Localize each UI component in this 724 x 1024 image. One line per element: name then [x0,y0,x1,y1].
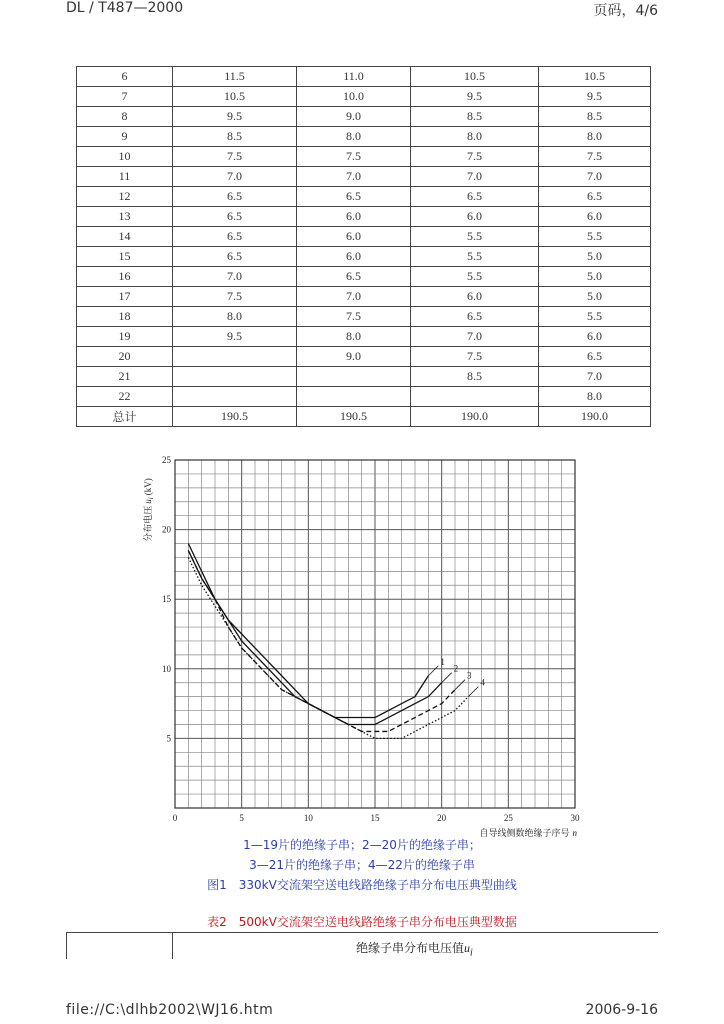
table-row [77,127,651,147]
voltage-cell: 8.0 [297,127,411,147]
voltage-cell: 7.0 [411,167,539,187]
voltage-cell: 11.0 [297,67,411,87]
table2-header-text [356,939,473,958]
voltage-cell: 9.0 [297,347,411,367]
header-doc-id: DL / T487—2000 [66,0,184,16]
table-row [77,327,651,347]
voltage-cell: 8.0 [411,127,539,147]
table-row [77,147,651,167]
voltage-cell: 7.0 [173,267,297,287]
voltage-cell [297,367,411,387]
voltage-cell: 8.0 [297,327,411,347]
series-line-2 [188,550,441,724]
x-tick-label: 30 [570,813,580,823]
voltage-cell: 7.5 [539,147,651,167]
header-page-number: 页码，4/6 [593,3,658,19]
voltage-cell [297,387,411,407]
voltage-cell: 7.5 [297,147,411,167]
voltage-cell: 6.0 [297,247,411,267]
footer-file-path: file://C:\dlhb2002\WJ16.htm [66,1002,274,1018]
voltage-cell: 10.0 [297,87,411,107]
row-index-cell: 13 [77,207,173,227]
row-index-cell: 9 [77,127,173,147]
x-tick-label: 25 [503,813,513,823]
y-tick-label: 5 [166,733,171,744]
curve-label: 2 [453,663,459,674]
voltage-cell: 7.5 [173,147,297,167]
curve-leader-line [442,673,452,683]
y-tick-label: 25 [162,455,171,465]
voltage-cell: 9.5 [539,87,651,107]
y-tick-label: 20 [162,524,171,535]
row-index-cell: 11 [77,167,173,187]
row-index-cell: 10 [77,147,173,167]
voltage-cell: 7.0 [539,167,651,187]
voltage-cell: 9.5 [173,327,297,347]
voltage-cell: 5.0 [539,267,651,287]
voltage-cell [411,387,539,407]
voltage-cell: 9.0 [297,107,411,127]
voltage-cell: 5.5 [539,227,651,247]
voltage-cell: 6.5 [173,187,297,207]
table2-header-sub: i [470,947,473,959]
voltage-cell: 7.0 [297,287,411,307]
x-tick-label: 10 [303,813,313,823]
row-index-cell: 21 [77,367,173,387]
table2-caption: 表2 500kV交流架空送电线路绝缘子串分布电压典型数据 [207,915,517,929]
x-tick-label: 0 [172,813,178,823]
voltage-cell: 190.0 [411,407,539,427]
table-row [77,267,651,287]
voltage-cell: 6.5 [173,227,297,247]
x-tick-label: 5 [239,813,244,823]
voltage-cell: 5.5 [411,247,539,267]
voltage-cell [173,347,297,367]
voltage-cell: 6.5 [297,267,411,287]
table-row [77,167,651,187]
voltage-cell: 6.0 [411,287,539,307]
table2-header [66,932,658,959]
voltage-cell: 7.5 [297,307,411,327]
voltage-cell: 6.5 [539,187,651,207]
table-row [77,207,651,227]
row-index-cell: 22 [77,387,173,407]
voltage-cell: 7.0 [411,327,539,347]
voltage-cell: 7.5 [411,147,539,167]
voltage-cell: 7.0 [539,367,651,387]
voltage-cell: 6.0 [539,207,651,227]
voltage-cell: 5.0 [539,287,651,307]
voltage-cell: 6.0 [297,227,411,247]
table-row [77,387,651,407]
voltage-cell [173,387,297,407]
x-axis-label: 自导线侧数绝缘子序号 n [479,828,577,838]
voltage-cell: 8.5 [173,127,297,147]
voltage-cell: 190.5 [297,407,411,427]
row-index-cell: 6 [77,67,173,87]
row-index-cell: 17 [77,287,173,307]
voltage-cell: 6.0 [297,207,411,227]
row-index-cell: 20 [77,347,173,367]
y-tick-label: 10 [162,663,171,674]
voltage-cell: 6.0 [539,327,651,347]
voltage-cell: 8.5 [411,367,539,387]
figure-legend-line2: 3—21片的绝缘子串；4—22片的绝缘子串 [249,858,475,872]
footer-date: 2006-9-16 [585,1002,658,1018]
row-index-cell: 18 [77,307,173,327]
voltage-cell: 9.5 [411,87,539,107]
table-row [77,227,651,247]
voltage-cell: 7.5 [411,347,539,367]
table-row [77,247,651,267]
voltage-cell: 7.0 [173,167,297,187]
voltage-cell: 8.5 [411,107,539,127]
voltage-cell: 6.5 [173,247,297,267]
voltage-cell: 7.0 [297,167,411,187]
x-tick-label: 15 [370,813,380,823]
table-row [77,87,651,107]
curve-label: 3 [467,670,472,681]
voltage-cell: 5.5 [411,227,539,247]
table2-divider [66,933,67,959]
y-tick-label: 15 [162,594,171,605]
y-axis-label: 分布电压$u_i(kV)$ [143,478,155,542]
voltage-cell: 6.0 [411,207,539,227]
table-row [77,67,651,87]
row-index-cell: 14 [77,227,173,247]
voltage-cell: 7.5 [173,287,297,307]
row-index-cell: 总计 [77,407,173,427]
voltage-cell: 8.0 [539,127,651,147]
table-row [77,407,651,427]
figure-legend-line1: 1—19片的绝缘子串；2—20片的绝缘子串； [243,838,481,852]
table2-header-var: u [464,941,471,955]
table-row [77,107,651,127]
row-index-cell: 15 [77,247,173,267]
curve-leader-line [455,680,465,690]
voltage-cell: 9.5 [173,107,297,127]
curve-leader-line [468,687,478,697]
voltage-cell: 5.5 [411,267,539,287]
voltage-cell: 190.5 [173,407,297,427]
curve-leader-line [428,666,438,676]
voltage-cell: 5.5 [539,307,651,327]
row-index-cell: 8 [77,107,173,127]
voltage-cell: 10.5 [411,67,539,87]
table2-divider [172,933,173,959]
voltage-cell: 8.0 [173,307,297,327]
voltage-cell: 10.5 [539,67,651,87]
voltage-cell [173,367,297,387]
row-index-cell: 7 [77,87,173,107]
voltage-cell: 6.5 [411,187,539,207]
table-row [77,367,651,387]
figure-caption: 图1 330kV交流架空送电线路绝缘子串分布电压典型曲线 [207,878,517,892]
row-index-cell: 12 [77,187,173,207]
voltage-cell: 6.5 [411,307,539,327]
voltage-cell: 6.5 [173,207,297,227]
voltage-cell: 6.5 [539,347,651,367]
table2-header-label: 绝缘子串分布电压值 [356,941,465,955]
table-row [77,347,651,367]
voltage-cell: 11.5 [173,67,297,87]
curve-label: 4 [480,677,485,688]
table-row [77,187,651,207]
voltage-cell: 8.0 [539,387,651,407]
table-row [77,307,651,327]
voltage-cell: 10.5 [173,87,297,107]
row-index-cell: 16 [77,267,173,287]
row-index-cell: 19 [77,327,173,347]
voltage-table [76,66,651,427]
curve-label: 1 [440,656,445,667]
table-row [77,287,651,307]
chart-svg [130,452,590,838]
voltage-cell: 6.5 [297,187,411,207]
voltage-cell: 5.0 [539,247,651,267]
voltage-cell: 190.0 [539,407,651,427]
voltage-curve-chart [130,452,590,842]
x-tick-label: 20 [437,813,447,823]
voltage-cell: 8.5 [539,107,651,127]
